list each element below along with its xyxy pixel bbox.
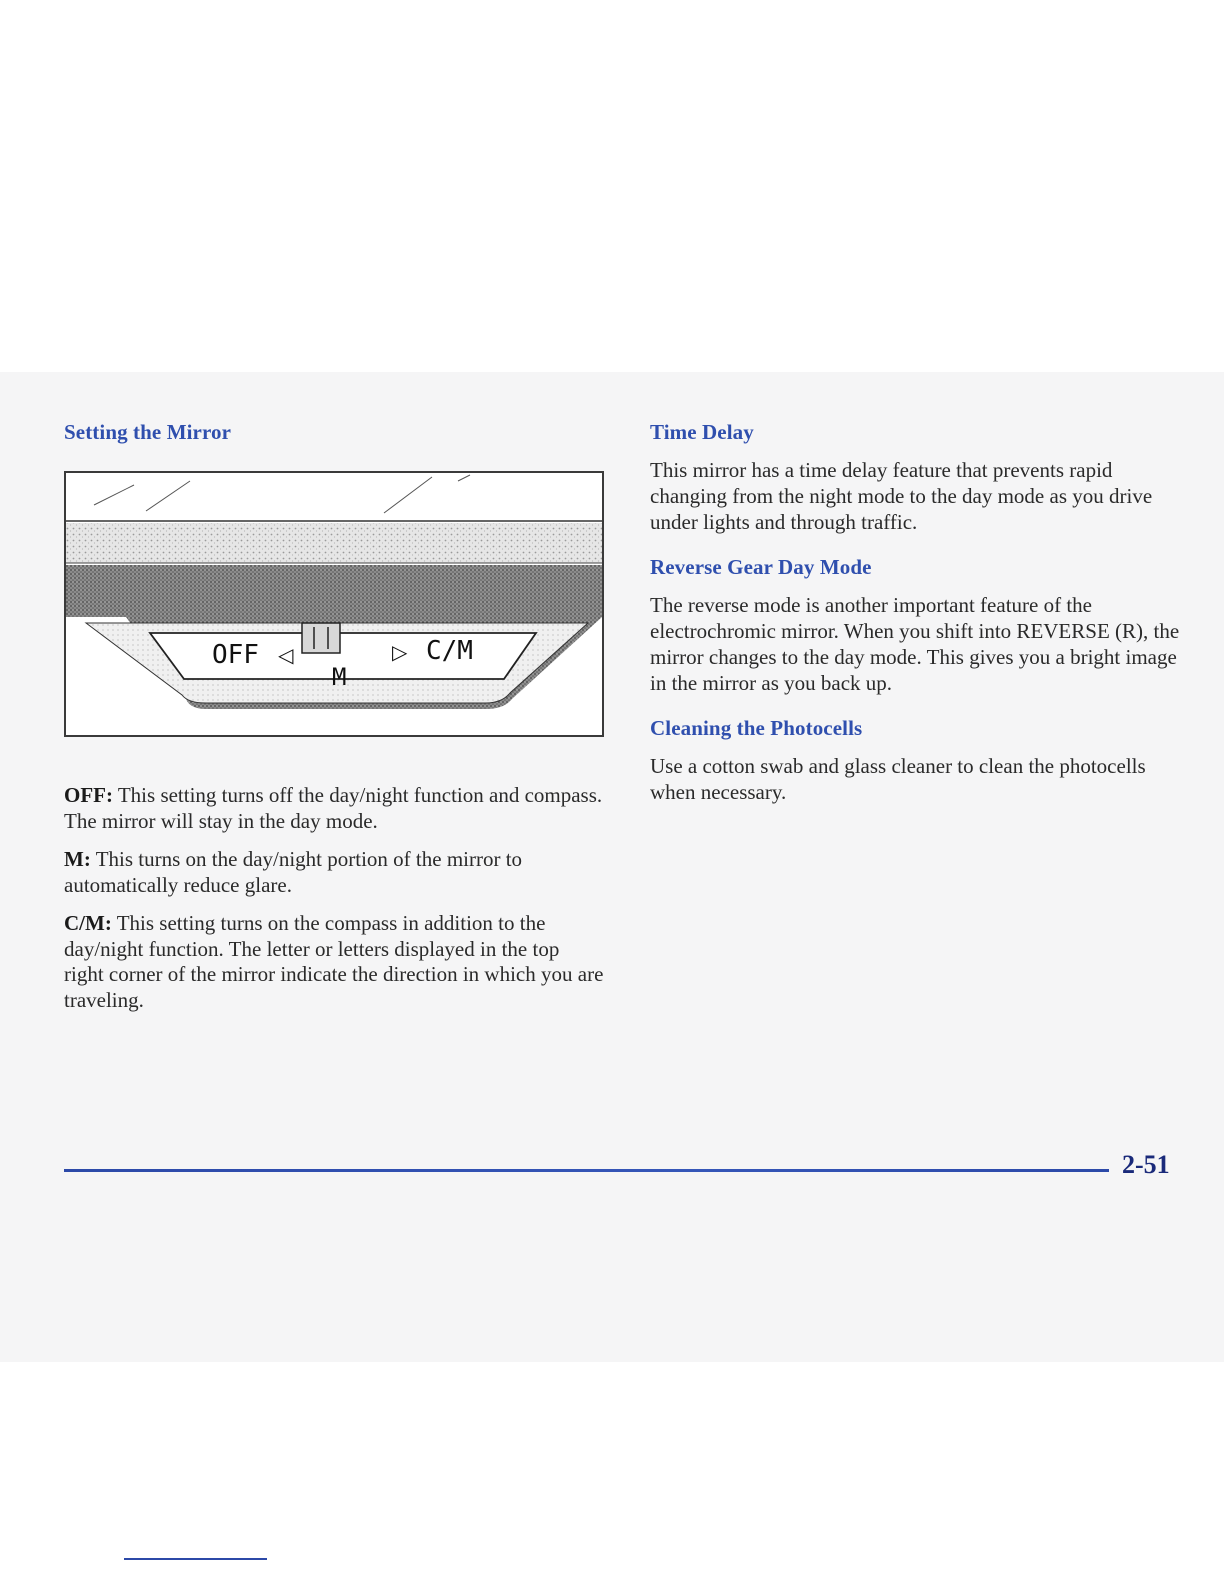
section-body-reverse-gear: The reverse mode is another important feature of the electrochromic mirror. When you shift into REVERSE (R), the mirror changes to the day mode. This gives you a bright image in the mirror as you back up.	[650, 593, 1180, 695]
glass-reflection-line	[458, 475, 470, 481]
term-m: M:	[64, 847, 91, 871]
section-heading-reverse-gear: Reverse Gear Day Mode	[650, 555, 872, 579]
section-time-delay	[650, 420, 1180, 535]
text-off: This setting turns off the day/night function and compass. The mirror will stay in the day mode.	[64, 783, 603, 833]
arrow-right-icon: ▷	[392, 640, 408, 664]
section-cleaning-photocells	[650, 716, 1180, 805]
mirror-housing-dark	[66, 565, 602, 617]
glass-reflection-line	[146, 481, 190, 511]
footer-mark	[124, 1558, 267, 1560]
term-off: OFF:	[64, 783, 113, 807]
glass-reflection-line	[94, 485, 134, 505]
page-number: 2-51	[1122, 1150, 1170, 1179]
section-body-time-delay: This mirror has a time delay feature that prevents rapid changing from the night mode to the day mode as you drive under lights and through traffic.	[650, 458, 1153, 534]
arrow-left-icon: ◁	[278, 643, 294, 667]
section-heading-setting-the-mirror: Setting the Mirror	[64, 420, 232, 444]
glass-reflection-line	[384, 477, 432, 513]
mirror-bezel-light	[66, 523, 602, 563]
term-cm: C/M:	[64, 911, 112, 935]
description-off	[64, 783, 604, 834]
section-heading-cleaning-photocells: Cleaning the Photocells	[650, 716, 863, 740]
mirror-switch-illustration	[64, 471, 604, 737]
slider-knob	[302, 623, 340, 653]
description-m	[64, 847, 604, 898]
label-off: OFF	[212, 640, 259, 670]
description-cm	[64, 911, 604, 1013]
section-body-cleaning-photocells: Use a cotton swab and glass cleaner to clean the photocells when necessary.	[650, 754, 1146, 804]
label-m: M	[332, 663, 347, 691]
footer-rule	[64, 1169, 1109, 1172]
left-column	[64, 420, 604, 1026]
mirror-illustration-svg	[66, 473, 602, 735]
section-reverse-gear	[650, 555, 1180, 696]
right-column	[650, 420, 1180, 825]
section-heading-time-delay: Time Delay	[650, 420, 754, 444]
label-cm: C/M	[426, 636, 473, 666]
text-m: This turns on the day/night portion of the mirror to automatically reduce glare.	[64, 847, 523, 897]
text-cm: This setting turns on the compass in addition to the day/night function. The letter or letters displayed in the top right corner of the mirror indicate the direction in which you are traveling.	[64, 911, 604, 1012]
